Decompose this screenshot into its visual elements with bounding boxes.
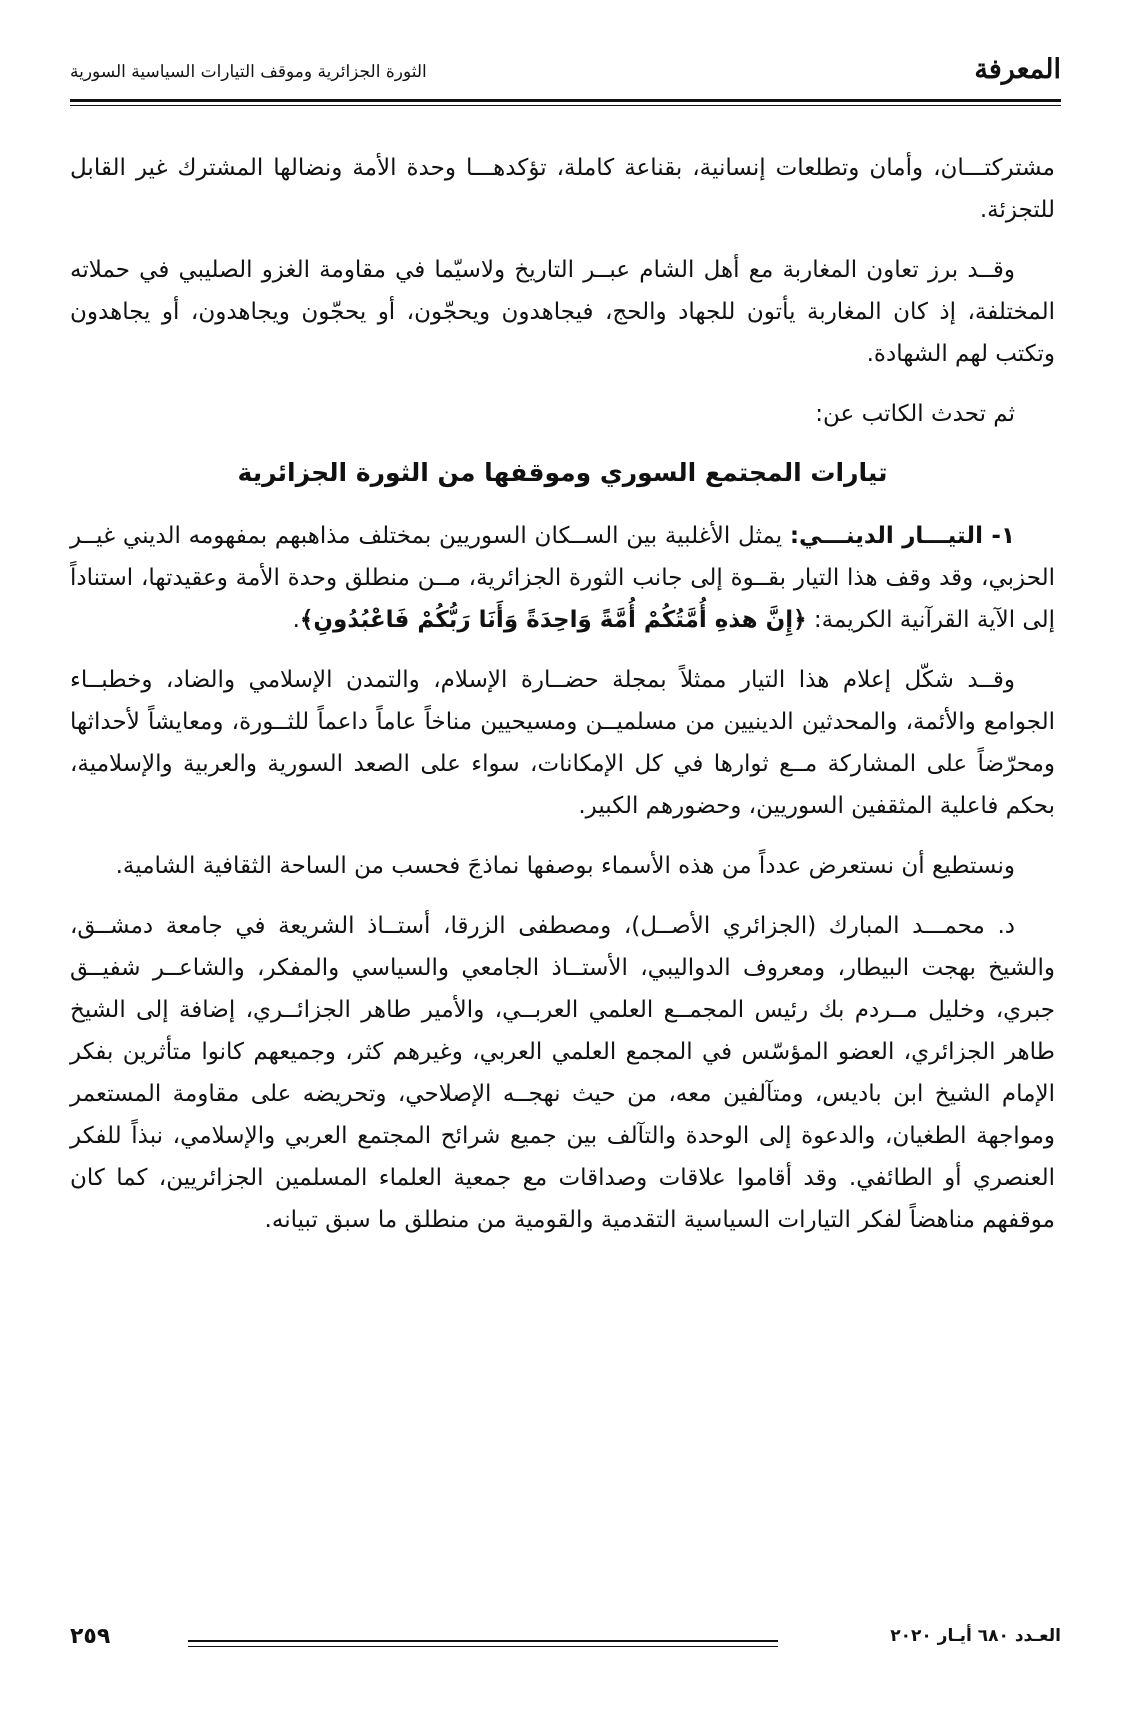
paragraph-3: ثم تحدث الكاتب عن:: [815, 401, 1015, 427]
religious-current-label: ١- التيـــار الدينـــي:: [789, 523, 1016, 549]
page-header: [70, 48, 1061, 98]
paragraph-7: د. محمـــد المبارك (الجزائري الأصــل)، ومصطفى الزرقا، أستــاذ الشريعة في جامعة دمشــق، والشيخ بهجت البيطار، ومعروف الدواليبي، الأستــاذ الجامعي والسياسي والمفكر، والشاعــر شفيــق جبري، وخليل مــردم بك رئيس المجمــع العلمي العربــي، والأمير طاهر الجزائــري، إضافة إلى الشيخ طاهر الجزائري، العضو المؤسّس في المجمع العلمي العربي، وغيرهم كثر، وجميعهم كانوا متأثرين بفكر الإمام الشيخ ابن باديس، ومتآلفين معه، من حيث نهجــه الإصلاحي، وتحريضه على مقاومة المستعمر ومواجهة الطغيان، والدعوة إلى الوحدة والتآلف بين جميع شرائح المجتمع العربي والإسلامي، نبذاً للفكر العنصري أو الطائفي. وقد أقاموا علاقات وصداقات مع جمعية العلماء المسلمين الجزائريين، كما كان موقفهم مناهضاً لفكر التيارات السياسية التقدمية والقومية من منطلق ما سبق تبيانه.: [70, 913, 1055, 1233]
section-heading: تيارات المجتمع السوري وموقفها من الثورة الجزائرية: [237, 458, 888, 487]
running-title: الثورة الجزائرية وموقف التيارات السياسية السورية: [70, 62, 427, 82]
header-divider: [70, 99, 1061, 102]
paragraph-2: وقــد برز تعاون المغاربة مع أهل الشام عبــر التاريخ ولاسيّما في مقاومة الغزو الصليبي في حملاته المختلفة، إذ كان المغاربة يأتون للجهاد والحج، فيجاهدون ويحجّون، أو يحجّون ويجاهدون، أو يجاهدون وتكتب لهم الشهادة.: [70, 257, 1055, 367]
paragraph-6: ونستطيع أن نستعرض عدداً من هذه الأسماء بوصفها نماذجَ فحسب من الساحة الثقافية الشامية.: [115, 853, 1015, 879]
footer-divider: [188, 1640, 778, 1647]
page-number: ٢٥٩: [70, 1624, 111, 1649]
quran-verse: ﴿إِنَّ هذهِ أُمَّتُكُمْ أُمَّةً وَاحِدَةً وَأَنَا رَبُّكُمْ فَاعْبُدُونِ﴾: [299, 607, 807, 633]
paragraph-4-end: .: [292, 607, 300, 633]
paragraph-4-body: يمثل الأغلبية بين الســكان السوريين بمختلف مذاهبهم بمفهومه الديني غيــر الحزبي، وقد وقف هذا التيار بقــوة إلى جانب الثورة الجزائرية، مــن منطلق وحدة الأمة وعقيدتها، استناداً إلى الآية القرآنية الكريمة:: [70, 523, 1055, 633]
magazine-logo: المعرفة: [974, 54, 1061, 85]
issue-info: العـدد ٦٨٠ أيـار ٢٠٢٠: [890, 1626, 1061, 1646]
paragraph-4: [70, 515, 1055, 641]
page-footer: [70, 1624, 1061, 1664]
paragraph-5: وقــد شكّل إعلام هذا التيار ممثلاً بمجلة حضــارة الإسلام، والتمدن الإسلامي والضاد، وخطبــاء الجوامع والأئمة، والمحدثين الدينيين من مسلميــن ومسيحيين مناخاً عاماً داعماً للثــورة، ومعايشاً لأحداثها ومحرّضاً على المشاركة مــع ثوارها في كل الإمكانات، سواء على الصعد السورية والعربية والإسلامية، بحكم فاعلية المثقفين السوريين، وحضورهم الكبير.: [70, 667, 1055, 819]
header-divider-thin: [70, 105, 1061, 106]
article-body: [70, 147, 1055, 1259]
paragraph-1: مشتركتـــان، وأمان وتطلعات إنسانية، بقناعة كاملة، تؤكدهـــا وحدة الأمة ونضالها المشترك غير القابل للتجزئة.: [70, 155, 1055, 223]
